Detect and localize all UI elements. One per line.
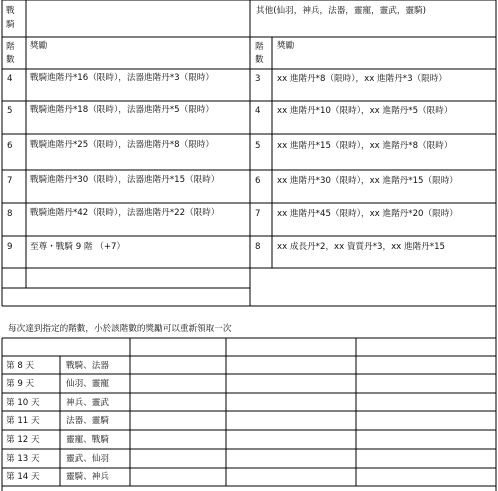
right-row-level: 7 <box>255 209 261 219</box>
schedule-items: 靈騎、神兵 <box>66 472 109 482</box>
schedule-items: 戰騎、法器 <box>66 361 109 371</box>
left-level-header: 階數 <box>6 42 15 65</box>
left-row-level: 5 <box>7 106 13 116</box>
note-text: 每次達到指定的階數，小於該階數的獎勵可以重新領取一次 <box>8 324 232 334</box>
right-row-reward: xx 進階丹*15（限時），xx 進階丹*8（限時） <box>277 141 453 151</box>
right-row-reward: xx 進階丹*30（限時），xx 進階丹*15（限時） <box>277 176 458 186</box>
schedule-day: 第 14 天 <box>6 472 40 482</box>
left-row-level: 4 <box>7 74 13 84</box>
left-row-reward: 戰騎進階丹*18（限時），法器進階丹*5（限時） <box>30 105 214 115</box>
schedule-items: 靈武、仙羽 <box>66 454 109 464</box>
schedule-day: 第 8 天 <box>6 361 35 371</box>
right-row-reward: xx 進階丹*45（限時），xx 進階丹*20（限時） <box>277 209 458 219</box>
right-row-level: 6 <box>255 176 261 186</box>
right-row-reward: xx 進階丹*10（限時），xx 進階丹*5（限時） <box>277 106 453 116</box>
left-row-reward: 戰騎進階丹*16（限時），法器進階丹*3（限時） <box>30 73 214 83</box>
left-row-reward: 戰騎進階丹*25（限時），法器進階丹*8（限時） <box>30 140 214 150</box>
schedule-day: 第 9 天 <box>6 379 35 389</box>
schedule-day: 第 11 天 <box>6 416 40 426</box>
schedule-day: 第 12 天 <box>6 435 40 445</box>
right-row-level: 8 <box>255 242 261 252</box>
left-reward-header: 獎勵 <box>30 41 48 51</box>
schedule-items: 神兵、靈武 <box>66 398 109 408</box>
left-row-reward: 戰騎進階丹*42（限時），法器進階丹*22（限時） <box>30 208 220 218</box>
left-row-level: 8 <box>7 209 13 219</box>
schedule-day: 第 10 天 <box>6 398 40 408</box>
right-row-reward: xx 進階丹*8（限時），xx 進階丹*3（限時） <box>277 74 447 84</box>
left-row-level: 9 <box>7 242 13 252</box>
right-row-level: 4 <box>255 106 261 116</box>
schedule-items: 靈寵、戰騎 <box>66 435 109 445</box>
right-reward-header: 獎勵 <box>277 41 295 51</box>
schedule-day: 第 13 天 <box>6 454 40 464</box>
right-row-level: 5 <box>255 141 261 151</box>
schedule-items: 法器、靈騎 <box>66 416 109 426</box>
left-row-reward: 至尊・戰騎 9 階 （+7） <box>30 242 126 252</box>
left-row-level: 6 <box>7 141 13 151</box>
schedule-items: 仙羽、靈寵 <box>66 379 109 389</box>
right-row-level: 3 <box>255 74 261 84</box>
left-row-reward: 戰騎進階丹*30（限時），法器進階丹*15（限時） <box>30 175 220 185</box>
right-level-header: 階數 <box>255 42 264 65</box>
left-header: 戰騎 <box>6 6 15 30</box>
right-row-reward: xx 成長丹*2，xx 資質丹*3，xx 進階丹*15 <box>277 242 446 252</box>
right-header: 其他(仙羽，神兵，法器，靈寵，靈武，靈騎) <box>256 6 426 16</box>
left-row-level: 7 <box>7 176 13 186</box>
